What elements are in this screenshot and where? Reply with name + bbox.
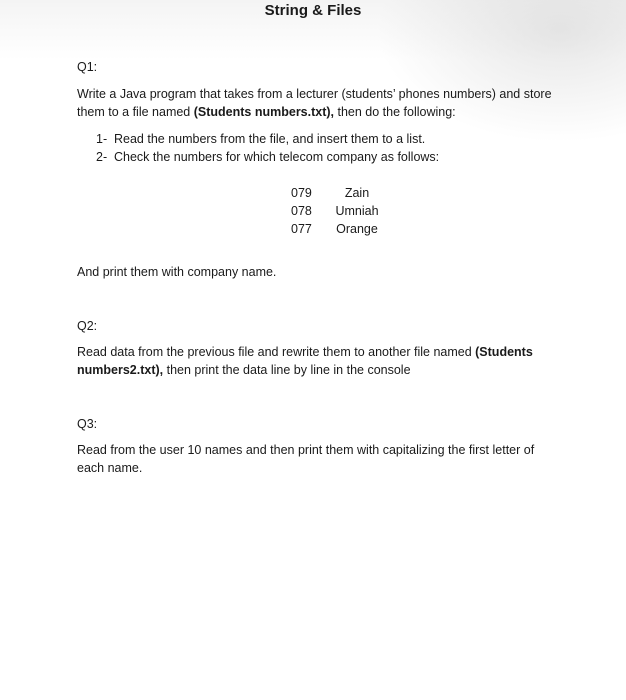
q1-intro-filename: (Students numbers.txt), [193,105,335,119]
company-cell: Zain [344,186,370,200]
q2-text-a: Read data from the previous file and rewrite them to another file named [77,345,476,359]
company-cell: Umniah [335,204,379,218]
table-row [291,202,385,220]
q1-intro-text-b: then do the following: [334,105,456,119]
q2-text-b: then print the data line by line in the console [163,363,411,377]
code-cell: 077 [291,222,312,236]
step-number: 1- [96,132,108,146]
q3-text: Read from the user 10 names and then print them with capitalizing the first letter of each name. [77,443,535,475]
q1-label: Q1: [77,60,98,74]
list-item [96,148,556,166]
page-title: String & Files [264,2,362,19]
q1-intro [77,85,557,121]
step-text: Read the numbers from the file, and insert them to a list. [114,132,426,146]
step-text: Check the numbers for which telecom company as follows: [114,150,440,164]
q1-steps-list [96,130,556,166]
q1-intro-text-a: Write a Java program that takes from a lecturer (students’ phones numbers) and store them to a file named [77,87,552,119]
company-code-table [291,184,385,238]
q3-label: Q3: [77,417,98,431]
q2-text [77,343,557,379]
code-cell: 078 [291,204,312,218]
company-cell: Orange [336,222,378,236]
table-row [291,220,385,238]
list-item [96,130,556,148]
q1-closing: And print them with company name. [77,265,277,279]
table-row [291,184,385,202]
q2-filename: (Students numbers2.txt), [77,345,533,377]
code-cell: 079 [291,186,312,200]
q2-label: Q2: [77,319,98,333]
step-number: 2- [96,150,108,164]
